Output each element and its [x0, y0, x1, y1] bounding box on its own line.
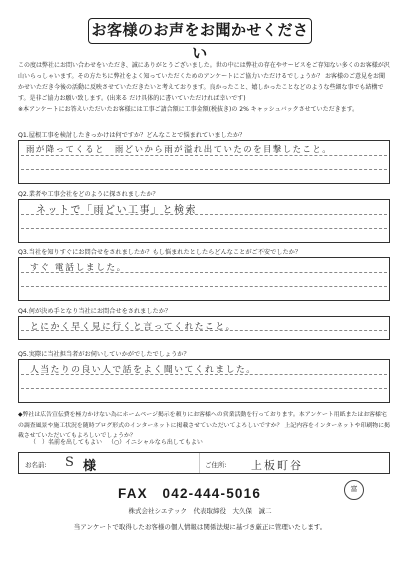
answer-line: [21, 228, 387, 229]
fax-number: FAX 042-444-5016: [118, 486, 262, 501]
company-seal: 富: [344, 480, 364, 500]
info-divider: [199, 453, 200, 473]
consent-options: [30, 437, 207, 446]
answer-line: [21, 169, 387, 170]
company-info: 株式会社シエテック 代表取締役 大久保 誠二: [128, 507, 272, 515]
answer-2-text: ネットで「雨どい工事」と検索: [36, 205, 197, 216]
answer-line: [21, 155, 387, 156]
answer-line: [21, 388, 387, 389]
answer-1-text: 雨が降ってくると 雨どいから雨が溢れ出ていたのを目撃したこと。: [26, 144, 333, 154]
honorific: 様: [83, 459, 97, 474]
publication-notice: ◆弊社は広告宣伝費を極力かけない為にホームページ掲示を頼りにお客様への営業活動を行っております。本アンケート用紙またはお客様宅の調査風景や施工状況を随時ブログ形式のインターネットに掲載させていただいてよろしいですか？ 上記内容をインターネットや印刷物に掲載させていただいてもよろしいでしょうか？: [18, 412, 390, 439]
survey-title: お客様のお声をお聞かせください: [88, 18, 312, 44]
consent-initial-option[interactable]: （○）イニシャルなら出してもよい: [107, 439, 203, 446]
question-4-label: Q4.何が決め手となり当社にお問合せをされましたか？: [18, 308, 172, 315]
consent-name-option[interactable]: （ ）名前を出してもよい: [30, 439, 103, 446]
question-2-label: Q2.業者や工事会社をどのように探されましたか？: [18, 191, 159, 198]
intro-text: [18, 60, 390, 115]
question-3-label: Q3.当社を知りすぐにお問合せをされましたか？もし悩まれたとしたらどんなことがご不安でしたか？: [18, 249, 302, 256]
name-label: お名前:: [25, 461, 47, 469]
address-value: 上板町谷: [251, 459, 303, 472]
customer-info-row: [18, 452, 390, 474]
question-1-label: Q1.屋根工事を検討したきっかけは何ですか？どんなことで悩まれていましたか？: [18, 132, 246, 139]
answer-line: [21, 286, 387, 287]
privacy-notice: 当アンケートで取得したお客様の個人情報は関係法規に基づき厳正に管理いたします。: [73, 523, 327, 531]
question-5-label: Q5.実際に当社担当者がお伺いしていかがでしたでしょうか？: [18, 351, 190, 358]
address-label: ご住所:: [205, 461, 227, 469]
answer-5-text: 人当たりの良い人で話をよく聞いてくれました。: [30, 365, 257, 375]
answer-4-text: とにかく早く見に行くと言ってくれたこと。: [30, 322, 236, 332]
intro-paragraph: この度は弊社にお問い合わせをいただき、誠にありがとうございました。世の中には弊社の存在やサービスをご存知ない多くのお客様が沢山いらっしゃいます。その方たちに弊社をよく知っていただくためのアンケートにご協力いただけるでしょうか？ お客様のご意見をお聞かせいただき今後の活動に反映させていただきたいと考えております。良かったこと、嬉しかったことなどのような些細な事でも結構です。是非ご協力お願い致します。(出来る だけ具体的に書いていただければ幸いです): [18, 62, 390, 102]
reward-note: ※本アンケートにお答えいただいたお客様には工事ご請合額に工事金額(税抜き)の 2% キャッシュバックさせていただきます。: [18, 106, 359, 113]
name-value: S: [65, 455, 74, 470]
answer-3-text: すぐ 電話しました。: [30, 263, 127, 273]
